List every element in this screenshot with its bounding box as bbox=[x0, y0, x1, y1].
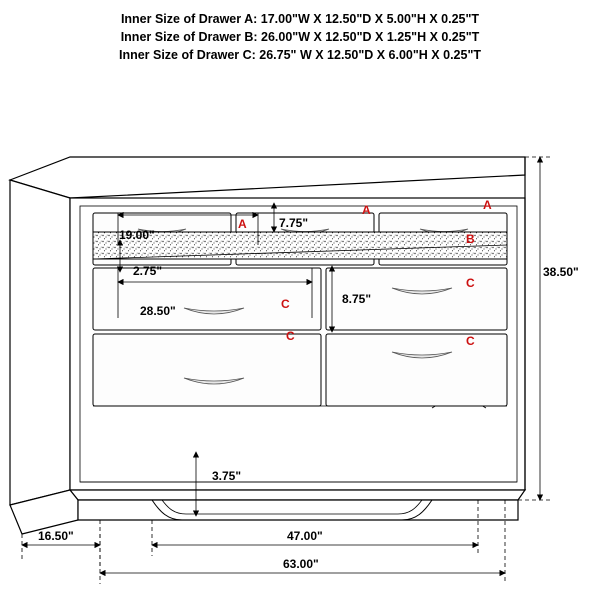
cabinet-left-side bbox=[10, 180, 70, 505]
tag-c-left-upper: C bbox=[281, 297, 290, 311]
dim-label-375: 3.75" bbox=[212, 469, 242, 483]
tag-c-right-upper: C bbox=[466, 276, 475, 290]
spec-line-drawer-a: Inner Size of Drawer A: 17.00"W X 12.50"D X 5.00"H X 0.25"T bbox=[120, 12, 480, 26]
drawer-c-left-lower[interactable] bbox=[93, 334, 321, 406]
tag-a-right: A bbox=[483, 198, 492, 212]
tag-b: B bbox=[466, 232, 475, 246]
dim-label-775: 7.75" bbox=[279, 216, 309, 230]
cabinet-base-rail bbox=[70, 490, 525, 500]
spec-line-drawer-b: Inner Size of Drawer B: 26.00"W X 12.50"D X 1.25"H X 0.25"T bbox=[120, 30, 480, 44]
tag-a-center: A bbox=[362, 203, 371, 217]
dim-label-3850: 38.50" bbox=[543, 265, 579, 279]
tag-c-right-lower: C bbox=[466, 334, 475, 348]
drawer-c-right-lower[interactable] bbox=[326, 334, 507, 406]
dim-label-2850: 28.50" bbox=[140, 304, 176, 318]
spec-line-drawer-c: Inner Size of Drawer C: 26.75" W X 12.50"D X 6.00"H X 0.25"T bbox=[118, 48, 482, 62]
tag-a-left: A bbox=[238, 217, 247, 231]
tag-c-left-lower: C bbox=[286, 329, 295, 343]
dim-label-275: 2.75" bbox=[133, 264, 163, 278]
dim-label-875: 8.75" bbox=[342, 292, 372, 306]
dim-label-1650: 16.50" bbox=[38, 529, 74, 543]
drawer-b-glitter-strip[interactable] bbox=[93, 232, 507, 259]
cabinet-top bbox=[10, 157, 525, 198]
dim-label-4700: 47.00" bbox=[287, 529, 323, 543]
dim-label-19: 19.00" bbox=[119, 228, 155, 242]
dim-label-6300: 63.00" bbox=[283, 557, 319, 571]
cabinet-base-front bbox=[78, 500, 518, 520]
